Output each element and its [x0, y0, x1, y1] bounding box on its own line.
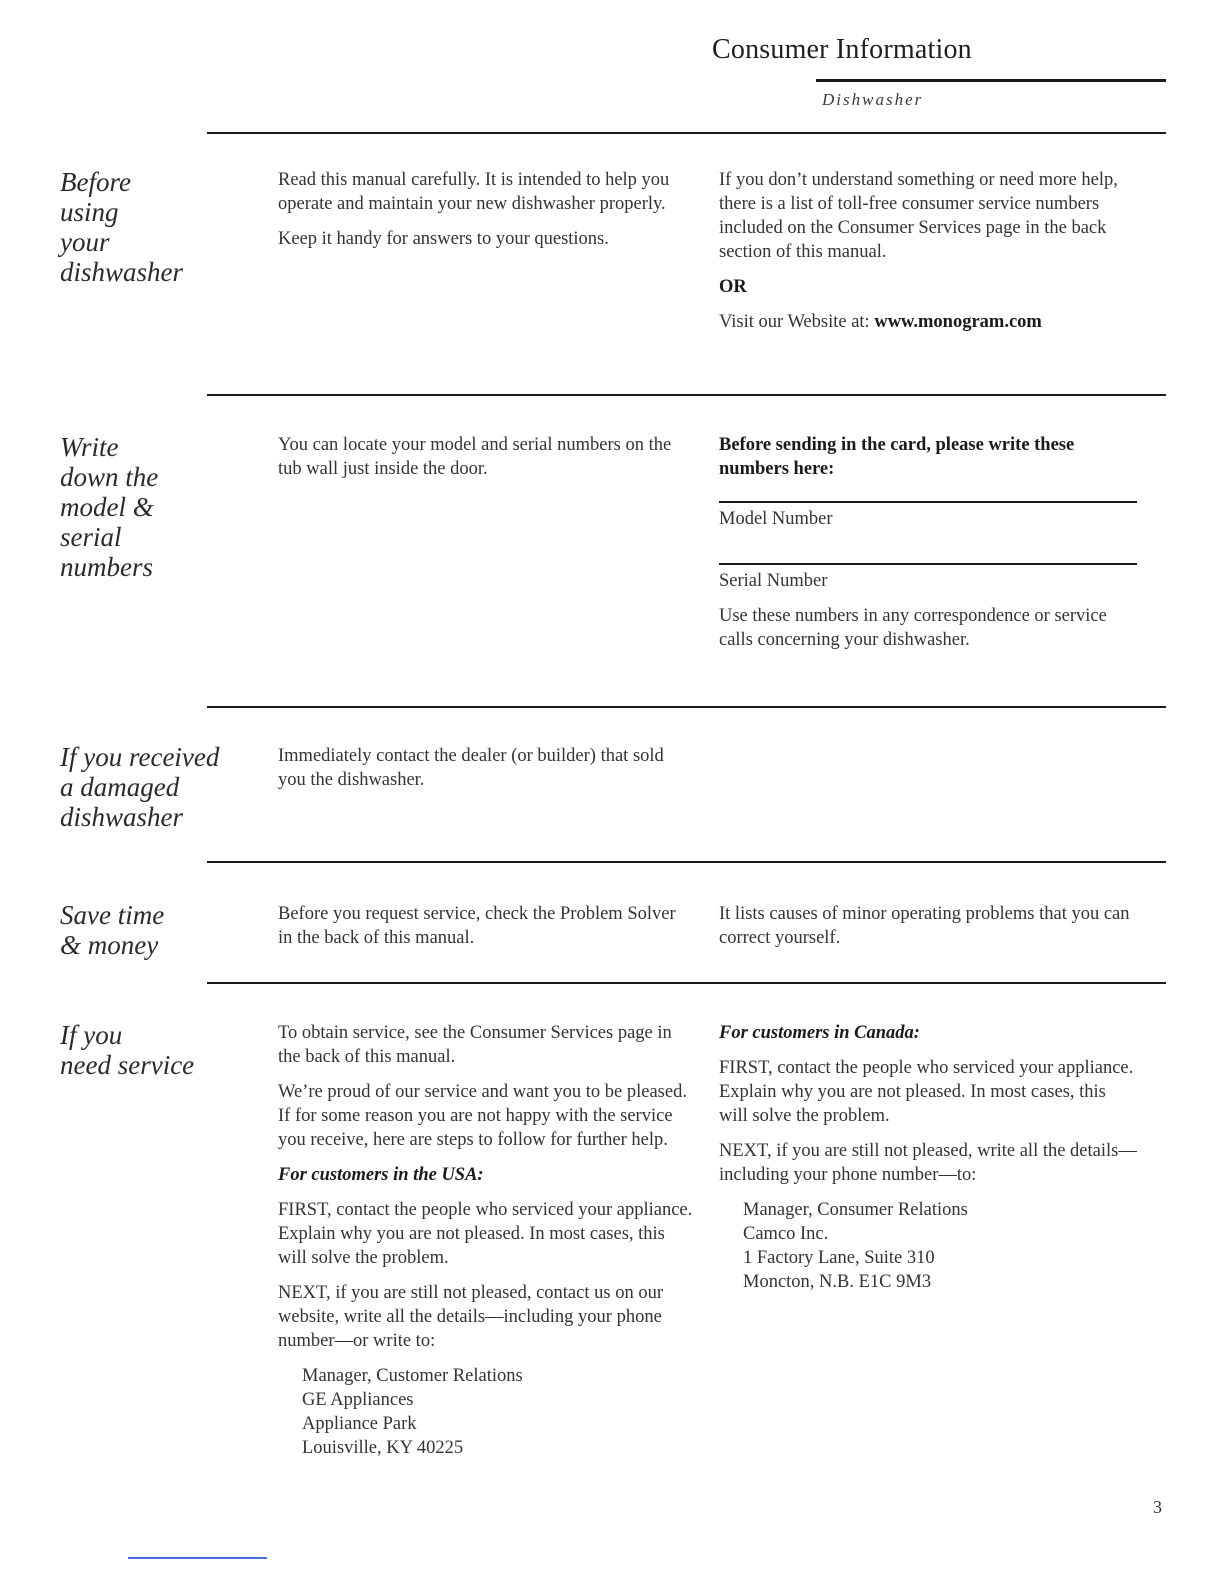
canada-address: Manager, Consumer Relations Camco Inc. 1 Factory Lane, Suite 310 Moncton, N.B. E1C 9M3 — [743, 1200, 968, 1292]
paragraph: Before sending in the card, please write these numbers here: — [719, 435, 1075, 479]
paragraph: FIRST, contact the people who serviced your appliance. Explain why you are not pleased. In most cases, this will solve the problem. — [278, 1200, 693, 1268]
section-heading-write-down: Write down the model & serial numbers — [60, 432, 159, 582]
section-3-left-column — [278, 744, 678, 803]
paragraph: NEXT, if you are still not pleased, contact us on our website, write all the details—including your phone number—or write to: — [278, 1283, 663, 1351]
section-4-right-column — [719, 902, 1139, 961]
paragraph: NEXT, if you are still not pleased, write all the details—including your phone number—to: — [719, 1141, 1137, 1185]
usa-heading: For customers in the USA: — [278, 1165, 484, 1185]
serial-number-line[interactable] — [719, 563, 1137, 565]
page-subtitle: Dishwasher — [822, 90, 924, 109]
footer-link-underline — [128, 1557, 267, 1559]
section-2-left-column — [278, 433, 693, 492]
section-heading-need-service: If you need service — [60, 1020, 195, 1080]
page-number: 3 — [1153, 1497, 1162, 1517]
paragraph: Immediately contact the dealer (or builder) that sold you the dishwasher. — [278, 746, 664, 790]
section-2-right-column — [719, 433, 1139, 663]
section-heading-before-using: Before using your dishwasher — [60, 167, 184, 287]
section-heading-save-time: Save time & money — [60, 900, 165, 960]
section-5-left-column — [278, 1021, 693, 1460]
paragraph: We’re proud of our service and want you to be pleased. If for some reason you are not happy with the service you receive, here are steps to follow for further help. — [278, 1082, 687, 1150]
section-divider — [207, 132, 1166, 134]
section-5-right-column — [719, 1021, 1139, 1294]
header-rule — [816, 79, 1166, 82]
section-divider — [207, 861, 1166, 863]
paragraph: You can locate your model and serial numbers on the tub wall just inside the door. — [278, 435, 672, 479]
section-divider — [207, 706, 1166, 708]
model-number-label: Model Number — [719, 509, 833, 529]
canada-heading: For customers in Canada: — [719, 1023, 920, 1043]
page-title: Consumer Information — [712, 34, 972, 65]
website-link[interactable]: www.monogram.com — [874, 312, 1042, 332]
usa-address: Manager, Customer Relations GE Appliances Appliance Park Louisville, KY 40225 — [302, 1366, 523, 1458]
paragraph: Use these numbers in any correspondence or service calls concerning your dishwasher. — [719, 606, 1107, 650]
section-divider — [207, 982, 1166, 984]
paragraph: It lists causes of minor operating problems that you can correct yourself. — [719, 904, 1130, 948]
model-number-line[interactable] — [719, 501, 1137, 503]
website-line: Visit our Website at: www.monogram.com — [719, 312, 1042, 332]
or-label: OR — [719, 277, 747, 297]
section-heading-damaged: If you received a damaged dishwasher — [60, 742, 220, 832]
section-1-right-column — [719, 168, 1139, 345]
paragraph: To obtain service, see the Consumer Services page in the back of this manual. — [278, 1023, 672, 1067]
paragraph: Read this manual carefully. It is intended to help you operate and maintain your new dishwasher properly. — [278, 170, 670, 214]
paragraph: Keep it handy for answers to your questions. — [278, 229, 609, 249]
paragraph: If you don’t understand something or need more help, there is a list of toll-free consumer service numbers included on the Consumer Services page in the back section of this manual. — [719, 170, 1118, 262]
paragraph: FIRST, contact the people who serviced your appliance. Explain why you are not pleased. In most cases, this will solve the problem. — [719, 1058, 1134, 1126]
section-divider — [207, 394, 1166, 396]
section-1-left-column — [278, 168, 688, 262]
section-4-left-column — [278, 902, 693, 961]
serial-number-label: Serial Number — [719, 571, 828, 591]
paragraph: Before you request service, check the Problem Solver in the back of this manual. — [278, 904, 676, 948]
